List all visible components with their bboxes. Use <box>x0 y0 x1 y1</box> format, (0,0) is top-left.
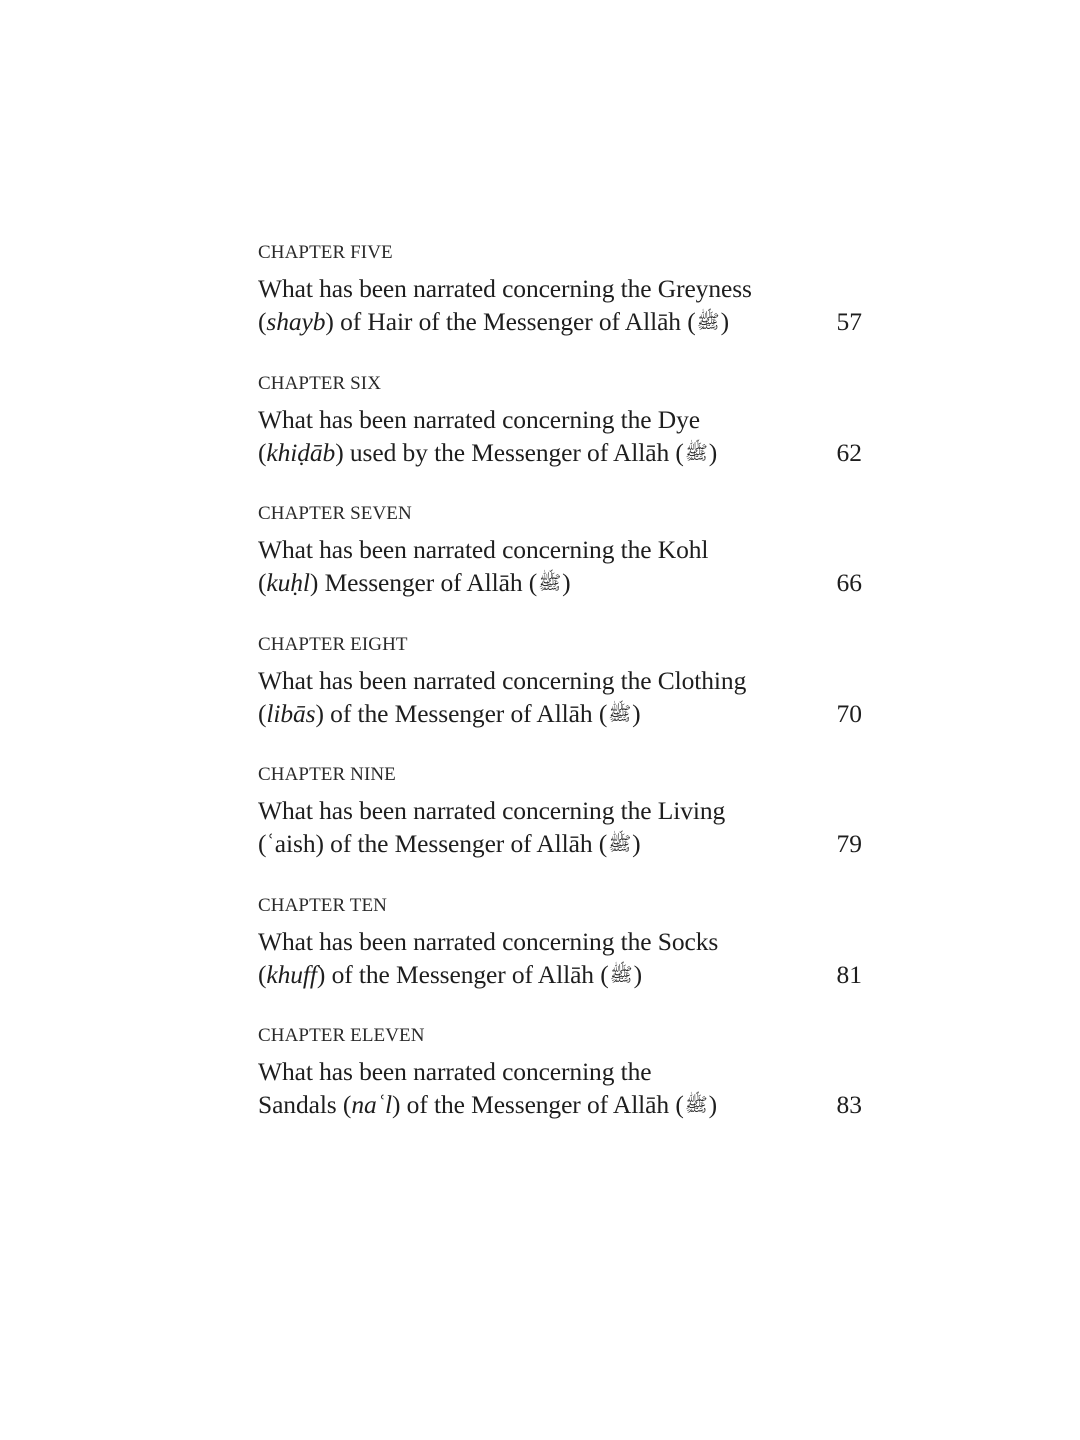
title-suffix: used by the Messenger of Allāh <box>343 437 676 467</box>
chapter-title-line-1: What has been narrated concerning the Clothing <box>258 665 747 695</box>
page-number: 81 <box>836 959 862 989</box>
chapter-label: CHAPTER NINE <box>258 764 396 785</box>
salawat-icon: ﷺ <box>538 573 562 594</box>
page-number: 66 <box>836 568 862 597</box>
page-number: 62 <box>836 437 862 467</box>
chapter-label: CHAPTER SIX <box>258 372 382 394</box>
chapter-title-line-2: Sandals (naʿl) of the Messenger of Allāh (ﷺ) <box>258 1088 717 1124</box>
chapter-title-line-2: (ʿaish) of the Messenger of Allāh (ﷺ) <box>258 827 641 863</box>
chapter-title-line-1: What has been narrated concerning the Greyness <box>258 274 752 303</box>
salawat-icon: ﷺ <box>696 312 720 333</box>
chapter-title-line-2: (shayb) of Hair of the Messenger of Allāh (ﷺ) <box>258 305 729 341</box>
salawat-icon: ﷺ <box>684 1095 708 1116</box>
salawat-icon: ﷺ <box>608 703 632 725</box>
title-suffix: Messenger of Allāh <box>318 568 529 597</box>
transliteration: libās <box>266 698 316 728</box>
chapter-label: CHAPTER ELEVEN <box>258 1025 425 1046</box>
salawat-icon: ﷺ <box>684 442 708 464</box>
transliteration: khiḍāb <box>266 437 336 467</box>
chapter-title-line-1: What has been narrated concerning the Dye <box>258 404 700 434</box>
page-number: 57 <box>836 307 862 336</box>
chapter-title-line-2: (khiḍāb) used by the Messenger of Allāh (ﷺ) <box>258 436 717 472</box>
toc-entry-chapter-six[interactable] <box>258 369 862 500</box>
salawat-icon: ﷺ <box>609 964 633 986</box>
transliteration: shayb <box>266 307 326 336</box>
toc-entry-chapter-eight[interactable] <box>258 630 862 761</box>
transliteration: khuff <box>266 959 317 989</box>
toc-entry-chapter-nine[interactable] <box>258 760 862 891</box>
chapter-title-line-1: What has been narrated concerning the Living <box>258 796 726 825</box>
chapter-title-line-1: What has been narrated concerning the Kohl <box>258 535 709 564</box>
chapter-title-line-1: What has been narrated concerning the Socks <box>258 926 719 956</box>
chapter-label: CHAPTER FIVE <box>258 242 393 263</box>
transliteration: ʿaish <box>266 829 316 858</box>
page-number: 79 <box>836 829 862 858</box>
chapter-title-line-2: (kuḥl) Messenger of Allāh (ﷺ) <box>258 566 571 602</box>
toc-entry-chapter-seven[interactable] <box>258 499 862 630</box>
toc-entry-chapter-ten[interactable] <box>258 891 862 1022</box>
title-suffix: of the Messenger of Allāh <box>323 829 599 858</box>
chapter-title-line-2: (libās) of the Messenger of Allāh (ﷺ) <box>258 697 641 733</box>
title-suffix: of the Messenger of Allāh <box>323 698 599 728</box>
title-suffix: of Hair of the Messenger of Allāh <box>333 307 688 336</box>
title-prefix: Sandals <box>258 1090 343 1119</box>
chapter-title-line-2: (khuff) of the Messenger of Allāh (ﷺ) <box>258 958 642 994</box>
toc-entry-chapter-five[interactable] <box>258 238 862 369</box>
chapter-label: CHAPTER EIGHT <box>258 633 408 655</box>
toc-entry-chapter-eleven[interactable] <box>258 1021 862 1152</box>
chapter-title-line-1: What has been narrated concerning the <box>258 1057 652 1086</box>
chapter-label: CHAPTER SEVEN <box>258 503 412 524</box>
transliteration: kuḥl <box>266 568 310 597</box>
salawat-icon: ﷺ <box>608 834 632 855</box>
transliteration: naʿl <box>351 1090 392 1119</box>
page-number: 70 <box>836 698 862 728</box>
title-suffix: of the Messenger of Allāh <box>325 959 601 989</box>
table-of-contents <box>258 238 862 1152</box>
title-suffix: of the Messenger of Allāh <box>400 1090 676 1119</box>
chapter-label: CHAPTER TEN <box>258 894 388 916</box>
page-number: 83 <box>836 1090 862 1119</box>
